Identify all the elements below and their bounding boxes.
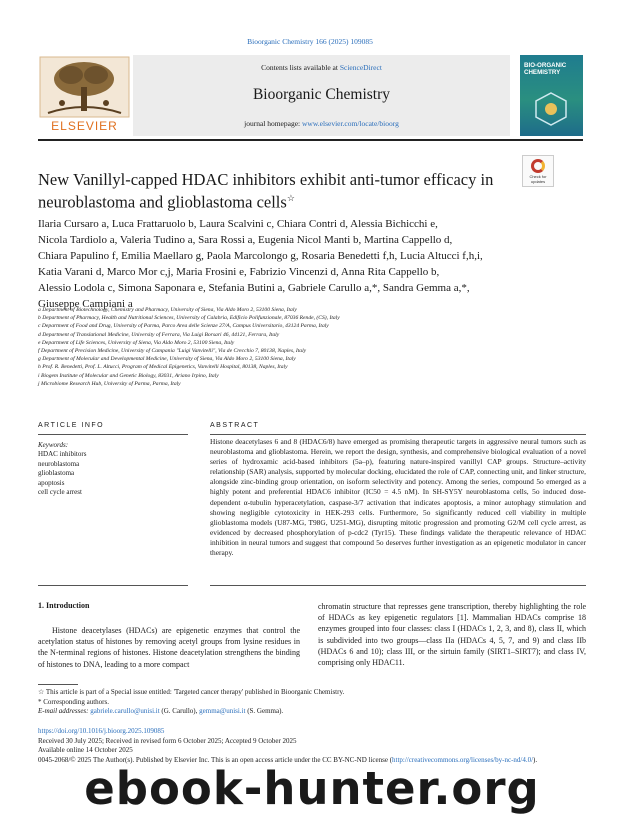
article-info-bottom-divider [38,585,188,586]
author-list [38,216,586,312]
check-updates-icon [531,159,545,173]
footnotes [38,688,586,717]
abstract-divider [210,434,586,435]
cover-title: BIO-ORGANIC CHEMISTRY [524,62,567,76]
email-label: E-mail addresses: [38,707,91,716]
keywords-label: Keywords: [38,441,69,449]
watermark: ebook-hunter.org [84,762,540,815]
keyword: HDAC inhibitors [38,450,87,459]
journal-citation[interactable]: Bioorganic Chemistry 166 (2025) 109085 [247,37,373,46]
affiliation-item: a Department of Biotechnology, Chemistry and Pharmacy, University of Siena, Via Aldo Moro 2, 53100 Siena, Italy [38,307,297,313]
email-link-carullo[interactable]: gabriele.carullo@unisi.it [90,707,160,716]
doi-link[interactable]: https://doi.org/10.1016/j.bioorg.2025.109085 [38,727,165,735]
introduction-right-column: chromatin structure that represses gene transcription, thereby highlighting the role of HDACs as key epigenetic regulators [1]. Mammalian HDACs comprise 18 enzymes grouped into four classes: class I (HDACs 1, 2, 3, and 8), class II, which is subdivided into two groups—class IIa (HDACs 4, 5, 7, and 9) and class IIb (HDACs 6 and 10); class III, or the sirtuin family (SIRT1–SIRT7); and class IV, comprising only HDAC11. [318,602,586,668]
author-line: Katia Varani d, Marco Mor c,j, Maria Frosini e, Fabrizio Vincenzi d, Anna Rita Cappello b, [38,266,440,278]
keyword: apoptosis [38,478,65,487]
article-title-text: New Vanillyl-capped HDAC inhibitors exhibit anti-tumor efficacy in neuroblastoma and glioblastoma cells [38,170,494,212]
affiliation-item: h Prof. R. Benedetti, Prof. L. Altucci, Program of Medical Epigenetics, Vanvitelli Hospital, 80138, Naples, Italy [38,364,288,371]
author-line: Giuseppe Campiani a [38,298,133,310]
keyword: cell cycle arrest [38,488,82,497]
special-issue-note: ☆ This article is part of a Special issue entitled: 'Targeted cancer therapy' published in Bioorganic Chemistry. [38,688,345,696]
license-close: ). [533,755,538,764]
keywords-block [38,441,188,497]
check-updates-label: Check for updates [529,174,547,184]
article-info-heading: ARTICLE INFO [38,422,105,429]
corresponding-note: * Corresponding authors. [38,697,109,706]
abstract-bottom-divider [210,585,586,586]
abstract-heading: ABSTRACT [210,422,260,429]
elsevier-logo [38,55,131,135]
homepage-label: journal homepage: [244,119,303,128]
journal-cover [520,55,583,136]
email-name-gemma: (S. Gemma). [245,707,284,716]
author-line: Nicola Tardiolo a, Valeria Tudino a, Sara Rossi a, Eugenia Nicol Manti b, Martina Cappello d, [38,234,453,246]
journal-masthead [38,55,583,136]
email-link-gemma[interactable]: gemma@unisi.it [199,707,246,716]
article-info-divider [38,434,188,435]
email-line [38,707,586,717]
sciencedirect-link[interactable]: ScienceDirect [339,63,382,72]
title-footnote-mark[interactable]: ☆ [286,193,295,203]
footnote-divider [38,684,78,685]
author-line: Chiara Papulino f, Emilia Maellaro g, Paola Marcolongo g, Rosaria Benedetti f,h, Lucia Altucci f,h,i, [38,250,483,262]
contents-line [133,63,510,72]
affiliation-item: f Department of Precision Medicine, University of Campania "Luigi Vanvitelli", Via de Crecchio 7, 80138, Naples, Italy [38,348,307,355]
masthead-divider [38,139,583,141]
journal-title: Bioorganic Chemistry [252,86,391,103]
available-online: Available online 14 October 2025 [38,746,133,755]
affiliation-list [38,306,586,388]
affiliation-item: j Microbiome Research Hub, University of Parma, Parma, Italy [38,380,181,387]
introduction-left-column: Histone deacetylases (HDACs) are epigenetic enzymes that control the acetylation status of histones by removing acetyl groups from lysine residues in the N-terminal regions of histones. Histone deacetylation strengthens the binding of histones to DNA, leading to a more compact [38,626,300,669]
author-line: Alessio Lodola c, Simona Saponara e, Stefania Butini a, Gabriele Carullo a,*, Sandra Gemma a,*, [38,282,470,294]
email-name-carullo: (G. Carullo), [159,707,200,716]
keyword: glioblastoma [38,469,75,478]
introduction-heading: 1. Introduction [38,601,90,610]
check-for-updates-button[interactable] [522,155,554,187]
elsevier-tree-icon [38,55,131,119]
affiliation-item: b Department of Pharmacy, Health and Nutritional Sciences, University of Calabria, Edificio Polifunzionale, 87036 Rende, (CS), Italy [38,315,340,322]
keyword: neuroblastoma [38,459,80,468]
elsevier-wordmark: ELSEVIER [51,119,118,133]
article-title [38,170,508,212]
masthead-center [133,55,510,136]
received-dates: Received 30 July 2025; Received in revised form 6 October 2025; Accepted 9 October 2025 [38,736,297,745]
homepage-link[interactable]: www.elsevier.com/locate/bioorg [302,119,399,128]
affiliation-item: g Department of Molecular and Developmental Medicine, University of Siena, Via Aldo Moro 2, 53100 Siena, Italy [38,356,296,363]
license-text: 0045-2068/© 2025 The Author(s). Published by Elsevier Inc. This is an open access article under the CC BY-NC-ND license ( [38,755,393,764]
affiliation-item: c Department of Food and Drug, University of Parma, Parco Area delle Scienze 27/A, Campus Universitario, 43124 Parma, Italy [38,323,329,330]
cover-molecule-icon [528,89,575,129]
abstract-text: Histone deacetylases 6 and 8 (HDAC6/8) have emerged as promising therapeutic targets in aggressive neural tumors such as neuroblastoma and glioblastoma. Herein, we report the design, synthesis, and comprehensive biological evaluation of a novel series of hydroxamic acid-based inhibitors (5a–p), featuring nature-inspired vanillyl CAP groups. Structure–activity relationship (SAR) analysis, supported by molecular docking, elucidated the role of CAP, connecting unit, and linker structure, alongside zinc-binding group orientation, on isoform selectivity and potency. Among the series, compound 5o emerged as a highly potent and preferential HDAC6 inhibitor (IC50 = 4.5 nM). In SH-SY5Y neuroblastoma cells, 5o induced dose-dependent α-tubulin hyperacetylation, caspase-3/7 activation that indicates apoptosis, a minor autophagy stimulation and showing negligible cytotoxicity in HEK-293 cells. Furthermore, 5o significantly reduced cell viability in multiple glioblastoma models (U87-MG, T98G, U251-MG), disrupting mitotic progression and promoting G2/M cell cycle arrest, as evidenced by decreased phosphorylation of p-cdc2 (Tyr15). These findings validate the therapeutic relevance of HDAC inhibition in neural tumors and suggest that compound 5o deserves further investigation as an epigenetic modulator in cancer therapy. [210,437,586,558]
contents-label: Contents lists available at [261,63,340,72]
homepage-line [133,119,510,128]
affiliation-item: d Department of Translational Medicine, University of Ferrara, Via Luigi Borsari 46, 44121, Ferrara, Italy [38,331,280,338]
license-link[interactable]: http://creativecommons.org/licenses/by-nc-nd/4.0/ [392,755,534,764]
publication-info [38,727,586,765]
author-line: Ilaria Cursaro a, Luca Frattaruolo b, Laura Scalvini c, Chiara Contri d, Alessia Bichicchi e, [38,218,438,230]
affiliation-item: i Biogem Institute of Molecular and Genetic Biology, 83031, Ariano Irpino, Italy [38,372,219,379]
affiliation-item: e Department of Life Sciences, University of Siena, Via Aldo Moro 2, 53100 Siena, Italy [38,339,235,346]
